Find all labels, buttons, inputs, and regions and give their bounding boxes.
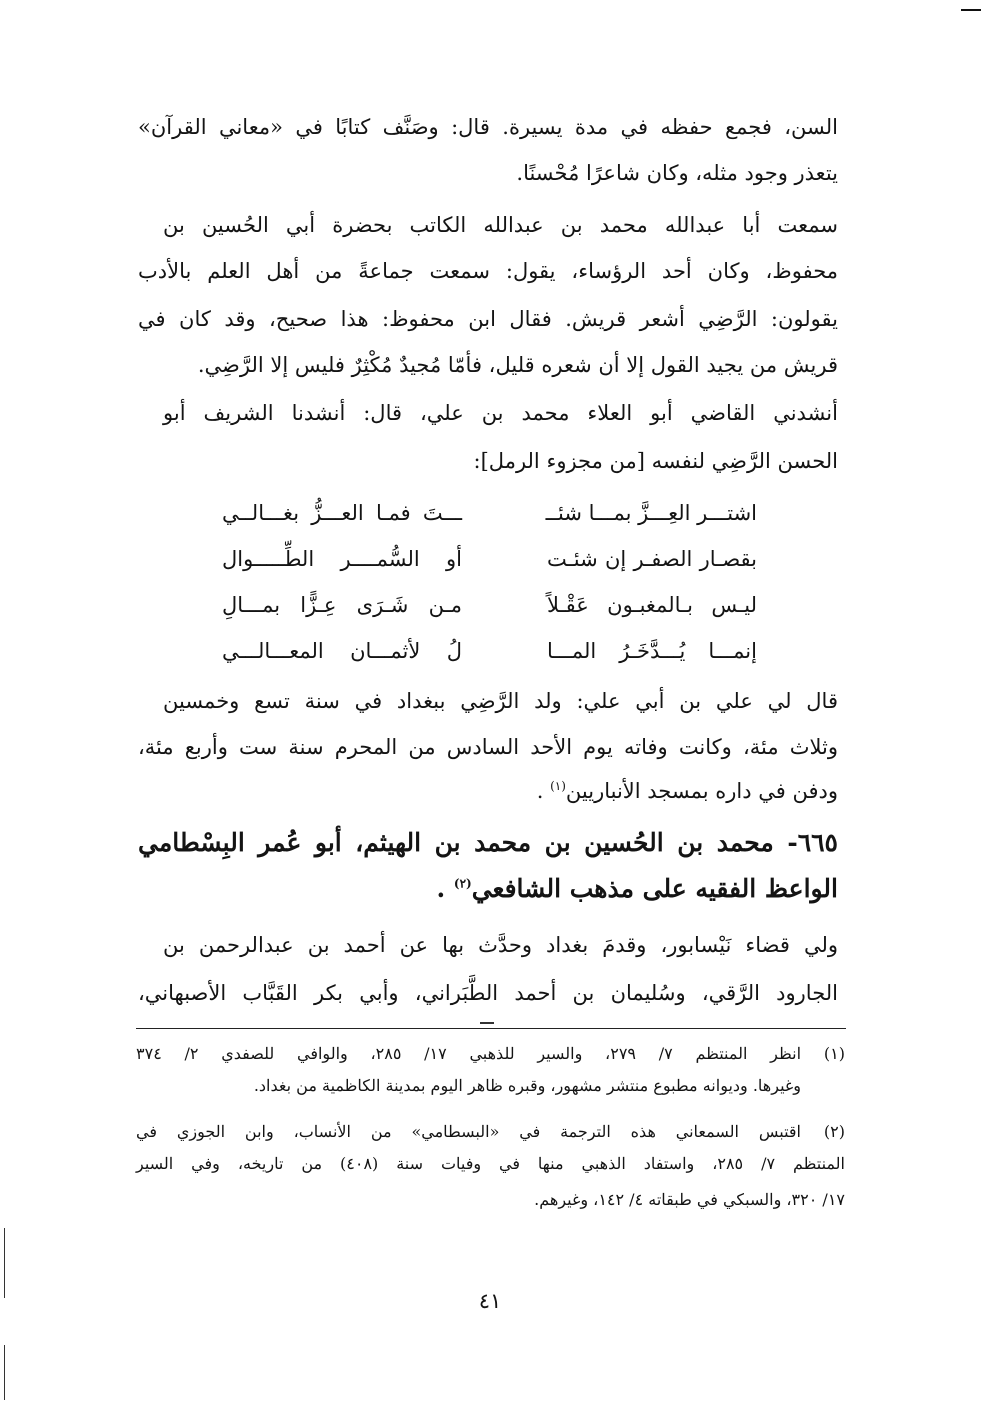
body-line: وثلاث مئة، وكانت وفاته يوم الأحد السادس من المحرم سنة ست وأربع مئة، [138, 735, 838, 759]
verse-second-hemistich: ـــتَ فمـا العـــزُّ بغـــالــي [222, 501, 462, 525]
verse-second-hemistich: أو السُّمــــر الطِّـــــوال [222, 547, 462, 571]
footnote-line: ١٧/ ٣٢٠، والسبكي في طبقاته ٤/ ١٤٢، وغيرهم. [534, 1190, 845, 1209]
body-line: قريش من يجيد القول إلا أن شعره قليل، فأمّا مُجيدٌ مُكْثِرٌ فليس إلا الرَّضِي. [197, 353, 838, 377]
body-line: أنشدني القاضي أبو العلاء محمد بن علي، قال: أنشدنا الشريف أبو [163, 401, 838, 425]
footnote-number: (٢) [823, 1122, 845, 1141]
body-line [138, 776, 838, 806]
body-line: يتعذر وجود مثله، وكان شاعرًا مُحْسنًا. [516, 161, 838, 185]
sentence-end: . [536, 779, 544, 803]
verse-second-hemistich: لُ لأثمـــان المعـــالـــي [222, 639, 462, 663]
body-line: قال لي علي بن أبي علي: ولد الرَّضِي ببغداد في سنة تسع وخمسين [163, 689, 838, 713]
footnote-ref[interactable]: (٢) [453, 876, 472, 891]
verse-second-hemistich: مـن شَـرَى عِـزًّا بمـــالِ [222, 593, 462, 617]
body-line: محفوظ، وكان أحد الرؤساء، يقول: سمعت جماعةً من أهل العلم بالأدب [138, 259, 838, 283]
body-line-text: ودفن في داره بمسجد الأنباريين [565, 779, 838, 803]
footnote-line: انظر المنتظم ٧/ ٢٧٩، والسير للذهبي ١٧/ ٢٨٥، والوافي للصفدي ٢/ ٣٧٤ [136, 1044, 802, 1063]
body-line: سمعت أبا عبدالله محمد بن عبدالله الكاتب بحضرة أبي الحُسين بن [163, 213, 838, 237]
body-line: ولي قضاء نَيْسابور، وقدمَ بغداد وحدَّث بها عن أحمد بن عبدالرحمن بن [163, 933, 838, 957]
page-number: ٤١ [478, 1289, 502, 1313]
scan-edge-mark [4, 1228, 5, 1298]
entry-heading: ٦٦٥- محمد بن الحُسين بن محمد بن الهيثم، أبو عُمر البِسْطامي [138, 828, 838, 857]
body-line: الجارود الرَّقي، وسُليمان بن أحمد الطَّبَراني، وأبي بكر القَبَّاب الأصبهاني، [138, 981, 838, 1005]
footnote-line: اقتبس السمعاني هذه الترجمة في «البسطامي» من الأنساب، وابن الجوزي في [136, 1122, 802, 1141]
entry-heading-text: الواعظ الفقيه على مذهب الشافعي [471, 874, 838, 903]
body-line: السن، فجمع حفظه في مدة يسيرة. قال: وصَنَّف كتابًا في «معاني القرآن» [138, 115, 838, 139]
sentence-end: . [436, 874, 446, 903]
verse-first-hemistich: اشتـــر العِـــزَّ بمـــا شئــ [545, 501, 757, 525]
verse-first-hemistich: إنمـــا يُـــدَّخَـرُ المـــا [547, 639, 757, 663]
verse-first-hemistich: ليـس بـالمغبـون عَقْـلاً [547, 593, 757, 617]
catchword-mark [480, 1022, 494, 1024]
footnote-separator [136, 1028, 846, 1029]
entry-heading-continuation [138, 872, 838, 906]
corner-mark [961, 9, 981, 11]
verse-first-hemistich: بقصـار الصفـر إن شئـت [547, 547, 757, 571]
footnote-ref[interactable]: (١) [550, 779, 566, 793]
footnote-number: (١) [823, 1044, 845, 1063]
footnote-line: المنتظم ٧/ ٢٨٥، واستفاد الذهبي منها في وفيات سنة (٤٠٨) من تاريخه، وفي السير [136, 1154, 845, 1173]
scan-edge-mark [4, 1345, 5, 1400]
body-line: الحسن الرَّضِي لنفسه [من مجزوء الرمل]: [473, 449, 838, 473]
body-line: يقولون: الرَّضِي أشعر قريش. فقال ابن محفوظ: هذا صحيح، وقد كان في [138, 307, 838, 331]
footnote-line: وغيرها. وديوانه مطبوع منتشر مشهور، وقبره ظاهر اليوم بمدينة الكاظمية من بغداد. [253, 1076, 801, 1095]
